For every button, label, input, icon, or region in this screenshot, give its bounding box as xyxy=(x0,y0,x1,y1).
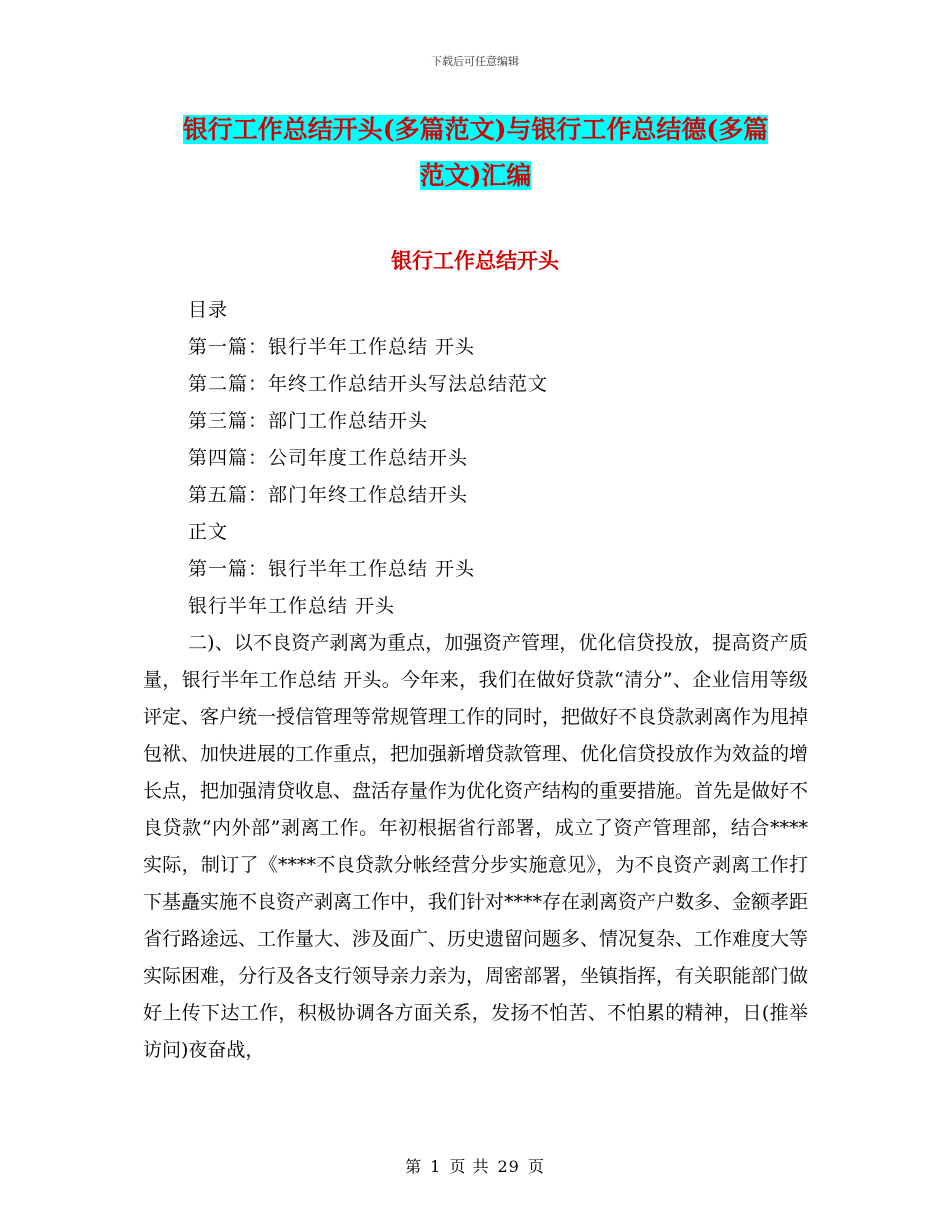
toc-item: 第一篇：银行半年工作总结 开头 xyxy=(188,336,476,358)
main-text-label: 正文 xyxy=(188,521,229,543)
footer-suffix: 页 xyxy=(527,1157,545,1176)
document-title-line1: 银行工作总结开头(多篇范文)与银行工作总结德(多篇 xyxy=(182,115,769,144)
document-title-line2: 范文)汇编 xyxy=(419,161,532,190)
document-title xyxy=(143,107,808,199)
body-paragraph: 二)、以不良资产剥离为重点，加强资产管理，优化信贷投放，提高资产质量，银行半年工作总结 开头。今年来，我们在做好贷款“清分”、企业信用等级评定、客户统一授信管理等常规管理工作的同时，把做好不良贷款剥离作为甩掉包袱、加快进展的工作重点，把加强新增贷款管理、优化信贷投放作为效益的增长点，把加强清贷收息、盘活存量作为优化资产结构的重要措施。首先是做好不良贷款“内外部”剥离工作。年初根据省行部署，成立了资产管理部，结合****实际，制订了《****不良贷款分帐经营分步实施意见》，为不良资产剥离工作打下基矗实施不良资产剥离工作中，我们针对****存在剥离资产户数多、金额孝距省行路途远、工作量大、涉及面广、历史遗留问题多、情况复杂、工作难度大等实际困难，分行及各支行领导亲力亲为，周密部署，坐镇指挥，有关职能部门做好上传下达工作，积极协调各方面关系，发扬不怕苦、不怕累的精神，日(推举访问)夜奋战， xyxy=(143,632,809,1061)
page-footer xyxy=(0,1154,950,1177)
footer-middle: 页 共 xyxy=(449,1157,490,1176)
header-note: 下载后可任意编辑 xyxy=(431,55,519,68)
page-number: 1 xyxy=(430,1157,442,1176)
chapter-subtitle: 银行半年工作总结 开头 xyxy=(188,595,396,617)
toc-item: 第四篇：公司年度工作总结开头 xyxy=(188,447,469,469)
toc-item: 第三篇：部门工作总结开头 xyxy=(188,410,429,432)
table-of-contents xyxy=(188,292,808,625)
chapter-heading: 第一篇：银行半年工作总结 开头 xyxy=(188,558,476,580)
section-title: 银行工作总结开头 xyxy=(391,248,559,273)
toc-heading: 目录 xyxy=(188,299,229,321)
footer-prefix: 第 xyxy=(405,1157,423,1176)
total-pages: 29 xyxy=(497,1157,520,1176)
toc-item: 第五篇：部门年终工作总结开头 xyxy=(188,484,469,506)
toc-item: 第二篇：年终工作总结开头写法总结范文 xyxy=(188,373,549,395)
